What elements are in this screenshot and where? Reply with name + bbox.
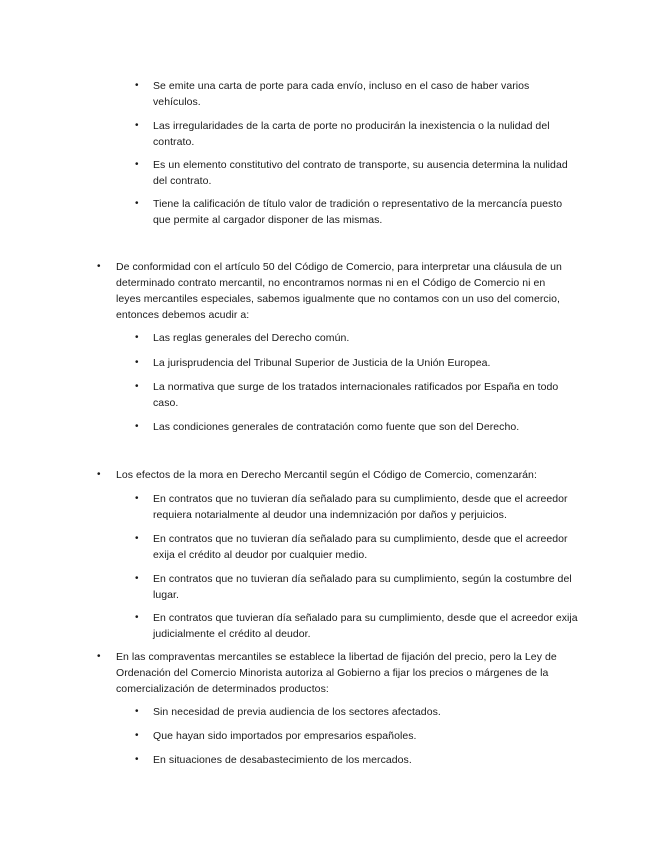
option-text: Que hayan sido importados por empresarios españoles. (153, 730, 417, 742)
option-text: La normativa que surge de los tratados internacionales ratificados por España en todo caso. (153, 381, 559, 409)
answer-option (135, 571, 578, 603)
answer-option (135, 330, 578, 346)
answer-option (135, 157, 578, 189)
bullet-icon: • (135, 612, 139, 623)
option-text: Es un elemento constitutivo del contrato de transporte, su ausencia determina la nulidad del contrato. (153, 159, 568, 187)
question-intro: De conformidad con el artículo 50 del Código de Comercio, para interpretar una cláusula de un determinado contrato mercantil, no encontramos normas ni en el Código de Comercio ni en leyes mercantiles especiales, sabemos igualmente que no contamos con un uso del comercio, entonces debemos acudir a: (116, 261, 562, 321)
option-text: Se emite una carta de porte para cada envío, incluso en el caso de haber varios vehículos. (153, 80, 530, 108)
bullet-icon: • (135, 730, 139, 741)
bullet-icon: • (135, 159, 139, 170)
question-text (97, 467, 571, 483)
option-text: La jurisprudencia del Tribunal Superior de Justicia de la Unión Europea. (153, 357, 491, 369)
answer-option (135, 728, 578, 744)
option-text: Tiene la calificación de título valor de tradición o representativo de la mercancía puesto que permite al cargador disponer de las mismas. (153, 198, 563, 226)
bullet-icon: • (135, 381, 139, 392)
bullet-icon: • (135, 332, 139, 343)
answer-option (135, 610, 578, 642)
question-intro: En las compraventas mercantiles se establece la libertad de fijación del precio, pero la Ley de Ordenación del Comercio Minorista autoriza al Gobierno a fijar los precios o márgenes de la comercialización de determinados productos: (116, 651, 557, 695)
bullet-icon: • (135, 357, 139, 368)
answer-option (135, 379, 578, 411)
answer-option (135, 531, 578, 563)
bullet-icon: • (97, 469, 101, 480)
bullet-icon: • (135, 120, 139, 131)
answer-option (135, 355, 578, 371)
bullet-icon: • (97, 651, 101, 662)
option-text: En contratos que tuvieran día señalado para su cumplimiento, desde que el acreedor exija judicialmente el crédito al deudor. (153, 612, 578, 640)
option-text: En situaciones de desabastecimiento de los mercados. (153, 754, 412, 766)
question-text (97, 259, 571, 323)
option-text: Las irregularidades de la carta de porte no producirán la inexistencia o la nulidad del contrato. (153, 120, 550, 148)
bullet-icon: • (135, 533, 139, 544)
option-text: Sin necesidad de previa audiencia de los sectores afectados. (153, 706, 441, 718)
bullet-icon: • (135, 754, 139, 765)
option-text: En contratos que no tuvieran día señalado para su cumplimiento, desde que el acreedor requiera notarialmente al deudor una indemnización por daños y perjuicios. (153, 493, 568, 521)
option-text: En contratos que no tuvieran día señalado para su cumplimiento, según la costumbre del lugar. (153, 573, 572, 601)
option-text: Las condiciones generales de contratación como fuente que son del Derecho. (153, 421, 520, 433)
option-text: En contratos que no tuvieran día señalado para su cumplimiento, desde que el acreedor exija el crédito al deudor por cualquier medio. (153, 533, 568, 561)
question-text (97, 649, 571, 697)
bullet-icon: • (135, 706, 139, 717)
bullet-icon: • (135, 573, 139, 584)
question-intro: Los efectos de la mora en Derecho Mercantil según el Código de Comercio, comenzarán: (116, 469, 537, 481)
answer-option (135, 419, 578, 435)
option-text: Las reglas generales del Derecho común. (153, 332, 350, 344)
bullet-icon: • (135, 198, 139, 209)
bullet-icon: • (135, 421, 139, 432)
bullet-icon: • (97, 261, 101, 272)
answer-option (135, 752, 578, 768)
bullet-icon: • (135, 493, 139, 504)
answer-option (135, 196, 578, 228)
answer-option (135, 491, 578, 523)
answer-option (135, 118, 578, 150)
answer-option (135, 78, 578, 110)
bullet-icon: • (135, 80, 139, 91)
answer-option (135, 704, 578, 720)
